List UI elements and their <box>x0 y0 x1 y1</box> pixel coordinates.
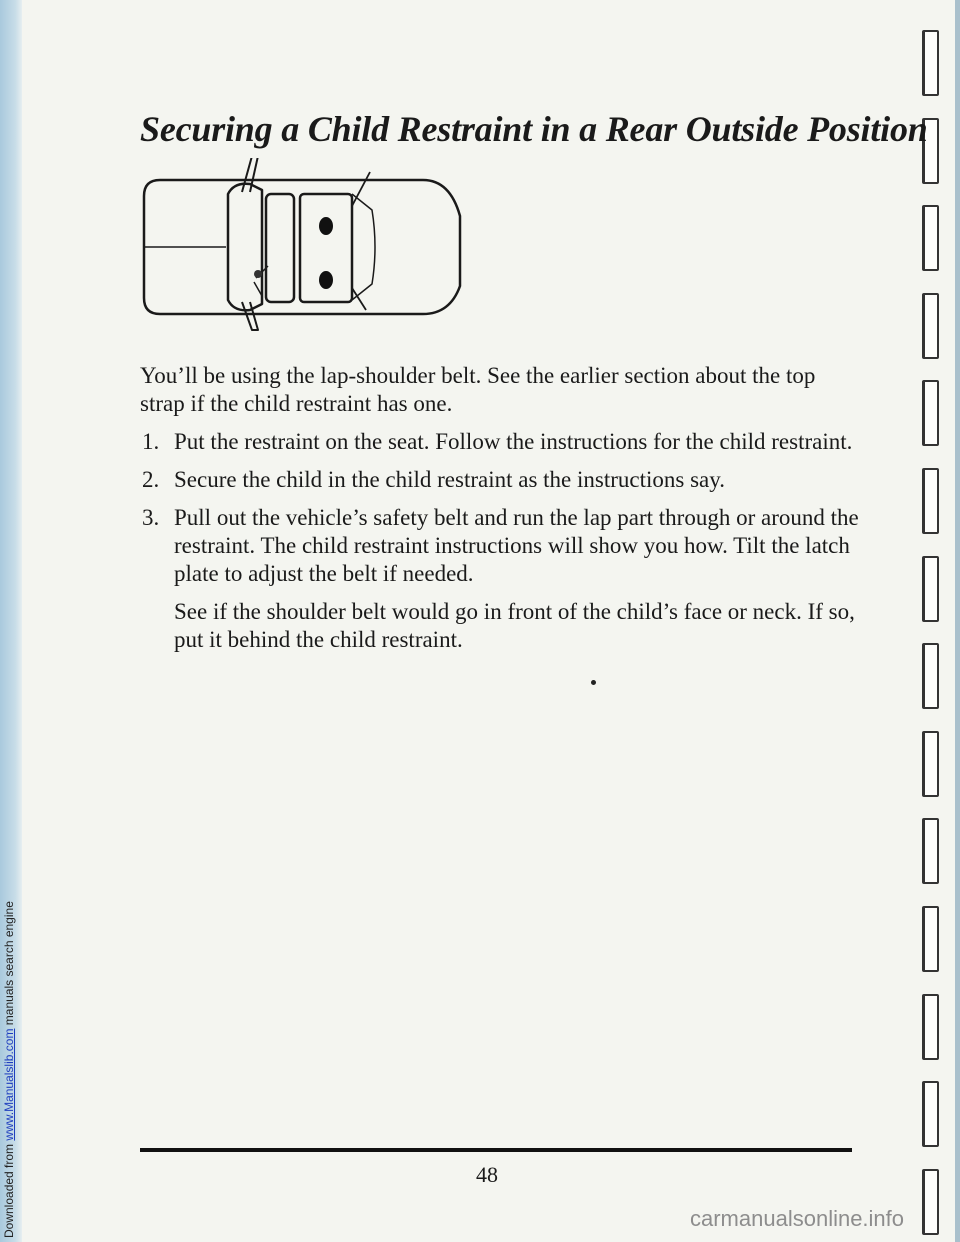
section-tab <box>922 1081 939 1147</box>
footer-watermark: carmanualsonline.info <box>690 1206 905 1231</box>
list-item <box>140 428 860 456</box>
list-item <box>140 466 860 494</box>
section-tab <box>922 1169 939 1235</box>
section-tab <box>922 380 939 446</box>
vehicle-top-view-diagram <box>138 158 478 333</box>
stray-dot <box>591 680 596 685</box>
step-number: 3. <box>142 505 160 530</box>
section-tab <box>922 30 939 96</box>
rear-seat-cushion <box>266 194 294 302</box>
section-tab <box>922 994 939 1060</box>
section-tab <box>922 556 939 622</box>
section-tab <box>922 293 939 359</box>
step-number: 1. <box>142 429 160 454</box>
seatbelt-anchor-upper <box>319 217 333 235</box>
section-tab <box>922 818 939 884</box>
section-tab <box>922 906 939 972</box>
step-text: Put the restraint on the seat. Follow the instructions for the child restraint. <box>174 429 853 454</box>
followup-paragraph: See if the shoulder belt would go in front of the child’s face or neck. If so, put it behind the child restraint. <box>174 599 855 652</box>
section-tab <box>922 205 939 271</box>
download-watermark <box>2 901 16 1238</box>
instructions-body <box>140 362 860 654</box>
footer-rule <box>140 1148 852 1152</box>
step-number: 2. <box>142 467 160 492</box>
section-tabs <box>922 30 954 1235</box>
rear-belt-right <box>352 172 370 310</box>
front-seat-left <box>228 184 262 311</box>
download-suffix: manuals search engine <box>2 901 16 1026</box>
buckle-marker <box>254 270 262 278</box>
section-tab <box>922 643 939 709</box>
page-title: Securing a Child Restraint in a Rear Outside Position <box>140 109 928 149</box>
right-page-edge <box>955 0 960 1242</box>
intro-paragraph: You’ll be using the lap-shoulder belt. See the earlier section about the top strap if the child restraint has one. <box>140 363 816 416</box>
seatbelt-anchor-lower <box>319 271 333 289</box>
section-tab <box>922 468 939 534</box>
steps-list <box>140 428 860 588</box>
manualslib-link[interactable]: www.Manualslib.com <box>2 1028 16 1141</box>
rear-seat-right <box>352 194 375 300</box>
page-number: 48 <box>476 1162 498 1187</box>
download-prefix: Downloaded from <box>2 1143 16 1238</box>
list-item <box>140 504 860 588</box>
section-tab <box>922 731 939 797</box>
step-text: Secure the child in the child restraint as the instructions say. <box>174 467 726 492</box>
step-text: Pull out the vehicle’s safety belt and run the lap part through or around the restraint. The child restraint instructions will show you how. Tilt the latch plate to adjust the belt if needed. <box>174 505 859 586</box>
